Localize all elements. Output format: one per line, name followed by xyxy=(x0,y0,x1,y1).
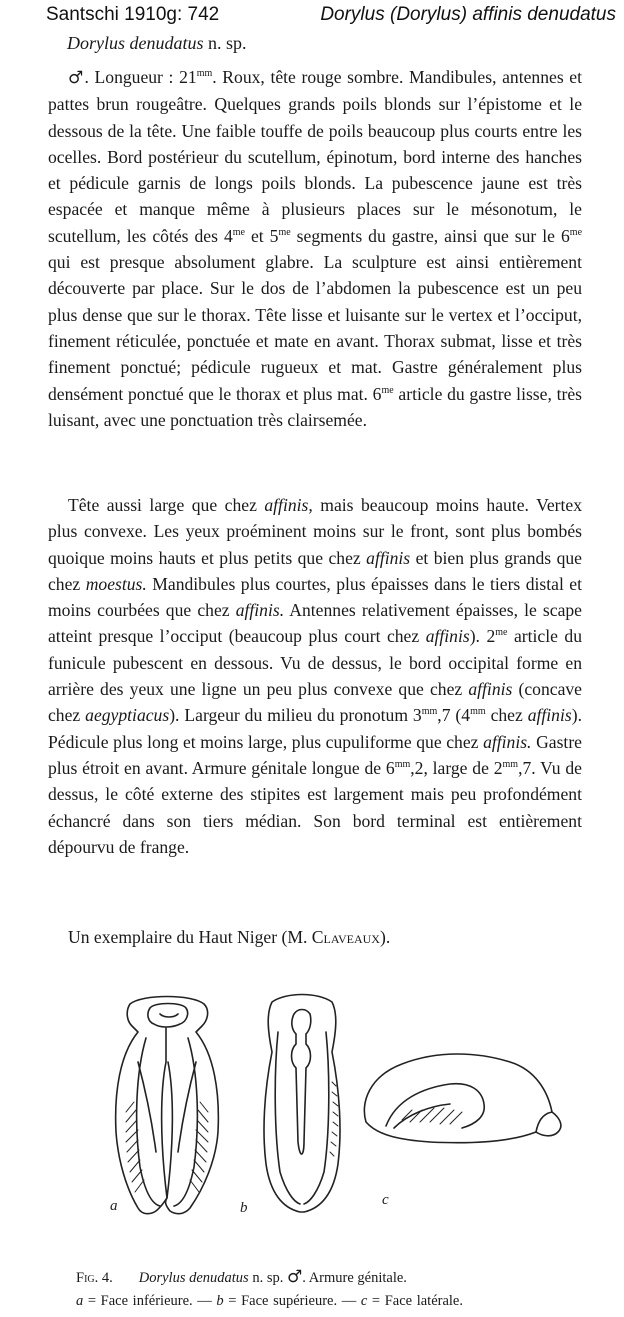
species-suffix: n. sp. xyxy=(203,33,247,53)
figure-label-a: a xyxy=(110,1198,118,1214)
paragraph-description: ♂. Longueur : $21^{mm}$. Roux, tête rouge sombre. Mandibules, antennes et pattes brun rougeâtre. Quelques grands poils blonds sur l’épistome et le dessous de la tête. Une faible touffe de poils beaucoup plus courts entre les ocelles. Bord postérieur du scutellum, épinotum, bord interne des hanches et pédicule garnis de longs poils blonds. La pubescence jaune est très espacée et manque même à plusieurs places sur le mésonotum, le scutellum, les côtés des $4^{me}$ et $5^{me}$ segments du gastre, ainsi que sur le $6^{me}$ qui est presque absolument glabre. La sculpture est ainsi entièrement découverte par place. Sur le dos de l’abdomen la pubescence est un peu plus dense que sur le thorax. Tête lisse et luisante sur le vertex et l’occiput, finement réticulée, ponctuée et mate en avant. Thorax submat, lisse et très finement ponctué; pédicule rugueux et mat. Gastre généralement plus densément ponctué que le thorax et plus mat. $6^{me}$ article du gastre lisse, très luisant, avec une ponctuation très clairsemée. xyxy=(48,67,583,430)
caption-male-symbol: ♂ xyxy=(287,1267,303,1287)
collector-name: Claveaux xyxy=(311,927,380,947)
drawing-b-superior-face xyxy=(264,995,340,1213)
male-symbol: ♂ xyxy=(68,68,85,88)
figure-number: Fig. 4. xyxy=(76,1270,113,1286)
taxon-name: Dorylus (Dorylus) affinis denudatus xyxy=(320,4,616,25)
figure-caption: Fig. 4. Dorylus denudatus n. sp. ♂. Armure génitale. xyxy=(76,1267,407,1287)
page-header xyxy=(46,4,616,30)
paragraph-comparison: Tête aussi large que chez affinis, mais beaucoup moins haute. Vertex plus convexe. Les yeux proéminent moins sur le front, sont plus bombés quoique moins hauts et plus petits que chez affinis et bien plus grands que chez moestus. Mandibules plus courtes, plus épaisses dans le tiers distal et moins courbées que chez affinis. Antennes relativement épaisses, le scape atteint presque l’occiput (beaucoup plus court chez affinis). $2^{me}$ article du funicule pubescent en dessous. Vu de dessus, le bord occipital forme en arrière des yeux une ligne un peu plus convexe que chez affinis (concave chez aegyptiacus). Largeur du milieu du pronotum $3^{mm},7$ ($4^{mm}$ chez affinis). Pédicule plus long et moins large, plus cupuliforme que chez affinis. Gastre plus étroit en avant. Armure génitale longue de $6^{mm},2$, large de $2^{mm},7$. Vu de dessus, le côté externe des stipites est largement mais peu profondément échancré dans son tiers médian. Son bord terminal est entièrement dépourvu de frange. xyxy=(48,495,583,857)
figure-genital-armature xyxy=(90,992,570,1224)
species-name: Dorylus denudatus xyxy=(67,33,204,53)
drawing-a-inferior-face xyxy=(116,997,219,1214)
citation: Santschi 1910g: 742 xyxy=(46,4,220,25)
paragraph-material: Un exemplaire du Haut Niger (M. Claveaux). xyxy=(68,927,391,947)
drawing-c-lateral-face xyxy=(364,1054,561,1143)
figure-label-c: c xyxy=(382,1192,389,1208)
figure-caption-legend: a = Face inférieure. — b = Face supérieure. — c = Face latérale. xyxy=(76,1293,463,1309)
species-title xyxy=(67,33,247,54)
figure-label-b: b xyxy=(240,1200,248,1216)
caption-species: Dorylus denudatus xyxy=(138,1270,249,1286)
